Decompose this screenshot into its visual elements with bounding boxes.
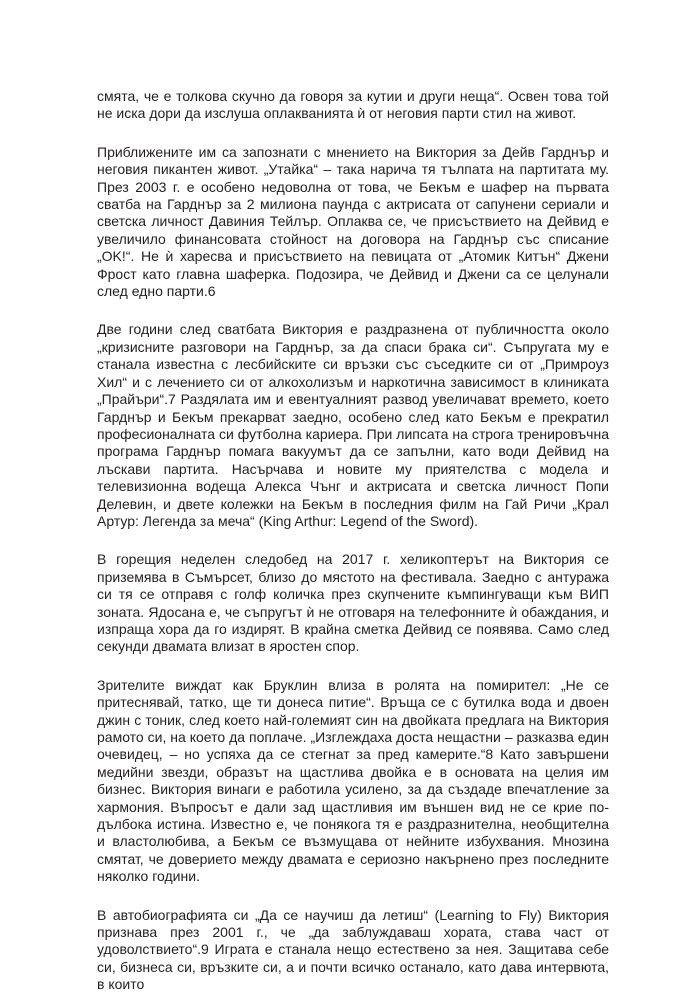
paragraph-spacer [97, 300, 609, 321]
paragraph-6: В автобиографията си „Да се научиш да летиш“ (Learning to Fly) Виктория признава през 2001 г., че „да заблуждаваш хората, става част от удоволствието“.9 Играта е станала нещо естествено за нея. Защитава себе си, бизнеса си, връзките си, а и почти всичко останало, като дава интервюта, в които [97, 906, 609, 993]
paragraph-spacer [97, 123, 609, 144]
document-page [97, 88, 609, 994]
paragraph-spacer [97, 530, 609, 551]
paragraph-5: Зрителите виждат как Бруклин влиза в ролята на помирител: „Не се притеснявай, татко, ще ти донеса питие“. Връща се с бутилка вода и двоен джин с тоник, след което най-големият син на двойката предлага на Виктория рамото си, на което да поплаче. „Изглеждаха доста нещастни – разказва един очевидец, – но успяха да се стегнат за пред камерите.“8 Като завършени медийни звезди, образът на щастлива двойка е в основата на целия им бизнес. Виктория винаги е работила усилено, за да създаде впечатление за хармония. Въпросът е дали зад щастливия им външен вид не се крие по-дълбока истина. Известно е, че понякога тя е раздразнителна, необщителна и властолюбива, а Бекъм се възмущава от нейните избухвания. Мнозина смятат, че доверието между двамата е сериозно накърнено през последните няколко години. [97, 676, 609, 885]
paragraph-spacer [97, 886, 609, 907]
paragraph-4: В горещия неделен следобед на 2017 г. хеликоптерът на Виктория се приземява в Съмърсет, близо до мястото на фестивала. Заедно с антуража си тя се отправя с голф количка през скупчените къмпингуващи към ВИП зоната. Ядосана е, че съпругът ѝ не отговаря на телефонните ѝ обаждания, и изпраща хора да го издирят. В крайна сметка Дейвид се появява. Само след секунди двамата влизат в яростен спор. [97, 551, 609, 655]
paragraph-2: Приближените им са запознати с мнението на Виктория за Дейв Гарднър и неговия пикантен живот. „Утайка“ – така нарича тя тълпата на партитата му. През 2003 г. е особено недоволна от това, че Бекъм е шафер на първата сватба на Гарднър за 2 милиона паунда с актрисата от сапунени сериали и светска личност Давиния Тейлър. Оплаква се, че присъствието на Дейвид е увеличило финансовата стойност на договора на Гарднър със списание „OK!“. Не ѝ харесва и присъствието на певицата от „Атомик Китън“ Джени Фрост като главна шаферка. Подозира, че Дейвид и Джени са се целунали след едно парти.6 [97, 143, 609, 300]
paragraph-1: смята, че е толкова скучно да говоря за кутии и други неща“. Освен това той не иска дори да изслуша оплакванията ѝ от неговия парти стил на живот. [97, 88, 609, 122]
paragraph-spacer [97, 656, 609, 677]
paragraph-3: Две години след сватбата Виктория е раздразнена от публичността около „кризисните разговори на Гарднър, за да спаси брака си“. Съпругата му е станала известна с лесбийските си връзки със съседките си от „Примроуз Хил“ и с лечението си от алкохолизъм и наркотична зависимост в клиниката „Прайъри“.7 Раздялата им и евентуалният развод увеличават времето, което Гарднър и Бекъм прекарват заедно, особено след като Бекъм е прекратил професионалната си футболна кариера. При липсата на строга тренировъчна програма Гарднър помага вакуумът да се запълни, като води Дейвид на лъскави партита. Насърчава и новите му приятелства с модела и телевизионна водеща Алекса Чънг и актрисата и светска личност Попи Делевин, и двете колежки на Бекъм в последния филм на Гай Ричи „Крал Артур: Легенда за меча“ (King Arthur: Legend of the Sword). [97, 321, 609, 529]
